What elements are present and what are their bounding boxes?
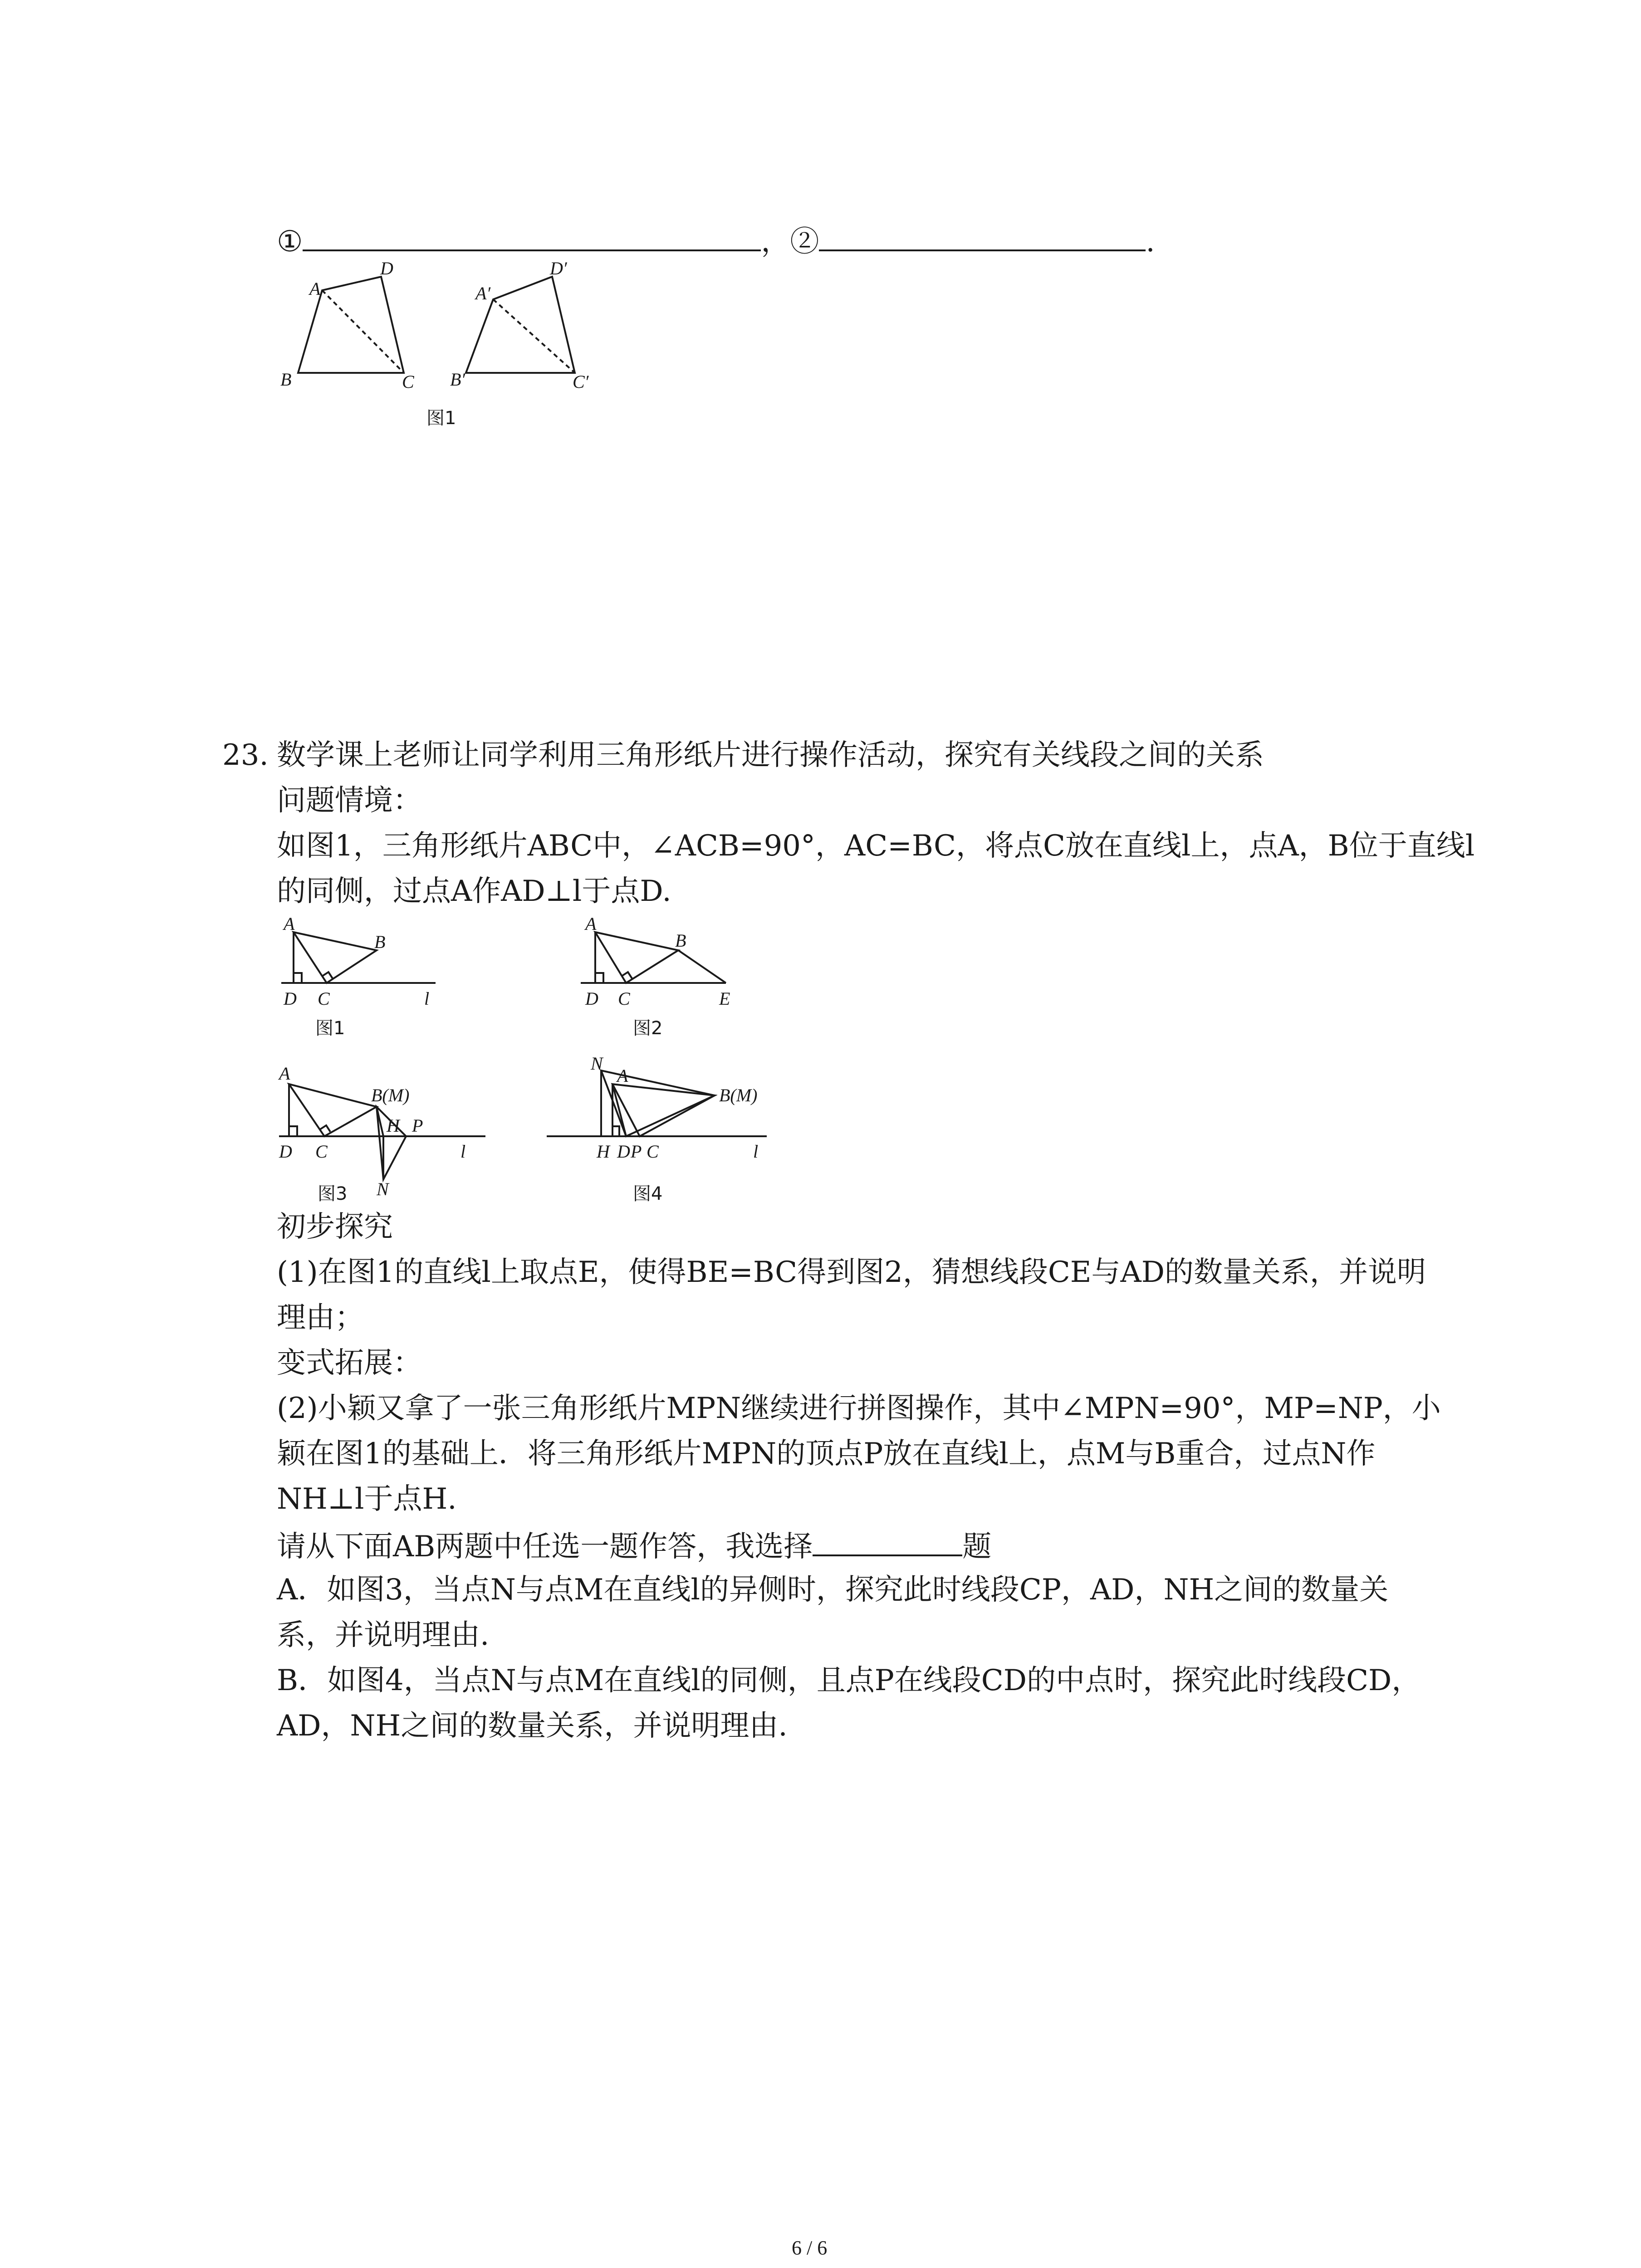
page-number: 6 / 6 [792,2237,828,2259]
figures-1-2 [272,914,771,1050]
fig3-label-h: H [387,1115,400,1136]
fig4-label-c: C [647,1141,659,1162]
fig3-label-c: C [315,1141,328,1162]
fig3-label-l: l [460,1141,466,1162]
part2-line3: NH⊥l于点H. [277,1482,457,1516]
fig3-right-angle-d [289,1126,297,1136]
diagonal-a1c1 [493,299,575,373]
fig4-label-n: N [591,1057,603,1074]
part2-line2: 颖在图1的基础上．将三角形纸片MPN的顶点P放在直线l上，点M与B重合，过点N作 [277,1437,1376,1471]
fig2-label-e: E [719,988,730,1009]
answer-blank-1[interactable] [303,221,761,251]
fig1-label-d: D [284,988,297,1009]
fig2-label-c: C [618,988,630,1009]
answer-blanks-line [277,221,1155,260]
label-a: A [309,279,321,299]
fig2-label-d: D [585,988,598,1009]
fig4-label-h: H [597,1141,610,1162]
fig2-label-b: B [675,930,686,951]
fig4-label-bm: B(M) [719,1085,758,1105]
part2-line1: (2)小颖又拿了一张三角形纸片MPN继续进行拼图操作，其中∠MPN=90°，MP=NP，小 [277,1392,1441,1425]
part1-line2: 理由； [277,1301,364,1334]
fig1-label-a: A [284,914,295,934]
q23-problem-context: 问题情境： [277,784,422,817]
fig3-label-a: A [279,1063,290,1084]
fig4-right-angle-d [612,1126,619,1136]
choose-line [277,1526,991,1565]
label-d: D [380,259,393,279]
fig4-label-a: A [617,1066,628,1086]
question-number: 23. [222,738,269,772]
fig4-label-l: l [753,1141,759,1162]
period: . [1146,225,1155,259]
comma: ， [761,225,790,259]
label-d-prime: D′ [550,259,567,279]
section-preliminary-inquiry: 初步探究 [277,1210,393,1244]
quadrilateral-figure [268,259,631,399]
fig4-label-d: D [617,1141,630,1162]
option-b-line2: AD，NH之间的数量关系，并说明理由. [277,1709,788,1743]
q23-stem: 数学课上老师让同学利用三角形纸片进行操作活动，探究有关线段之间的关系 [277,738,1264,772]
q23-line3: 如图1，三角形纸片ABC中，∠ACB=90°，AC=BC，将点C放在直线l上，点A，B位于直线l [277,829,1475,863]
fig3-label-p: P [412,1115,423,1136]
fig4-label-p: P [631,1141,642,1162]
choice-blank[interactable] [813,1526,962,1556]
option-b-line1: B．如图4，当点N与点M在直线l的同侧，且点P在线段CD的中点时，探究此时线段CD， [277,1664,1421,1697]
fig1-label-c: C [318,988,330,1009]
fig3-label-bm: B(M) [371,1085,410,1105]
fig4-caption: 图4 [633,1183,663,1204]
choose-prefix: 请从下面AB两题中任选一题作答，我选择 [277,1530,813,1564]
choose-suffix: 题 [962,1530,992,1564]
fig2-right-angle-d [595,973,603,983]
part1-line1: (1)在图1的直线l上取点E，使得BE=BC得到图2，猜想线段CE与AD的数量关系，并说明 [277,1256,1426,1289]
q23-line4: 的同侧，过点A作AD⊥l于点D. [277,875,671,908]
label-a-prime: A′ [475,283,491,303]
fig2-triangle-abc [595,932,678,983]
fig3-label-d: D [279,1141,292,1162]
option-a-line2: 系，并说明理由. [277,1618,490,1652]
fig2-caption: 图2 [633,1018,663,1039]
blank2-marker: ② [790,225,819,259]
label-c-prime: C′ [573,371,589,392]
blank1-marker: ① [277,225,303,259]
fig1-caption: 图1 [315,1018,345,1039]
section-variant-extension: 变式拓展： [277,1346,422,1380]
fig3-label-n: N [377,1179,389,1199]
answer-blank-2[interactable] [819,221,1146,251]
fig3-triangle-abc [289,1084,377,1136]
fig2-segment-be [678,950,726,983]
fig3-caption: 图3 [318,1183,348,1204]
label-b-prime: B′ [450,369,465,390]
option-a-line1: A．如图3，当点N与点M在直线l的异侧时，探究此时线段CP，AD，NH之间的数量关 [277,1573,1389,1607]
q23-line1 [222,737,1264,773]
diagonal-ac [322,290,404,373]
fig1-triangle-abc [294,932,377,983]
label-c: C [402,371,414,392]
fig2-label-a: A [585,914,597,934]
fig1-label-b: B [374,932,386,952]
figure1-caption-top: 图1 [426,408,456,429]
fig1-right-angle-d [294,973,302,983]
label-b: B [280,369,292,390]
fig1-label-l: l [424,988,430,1009]
